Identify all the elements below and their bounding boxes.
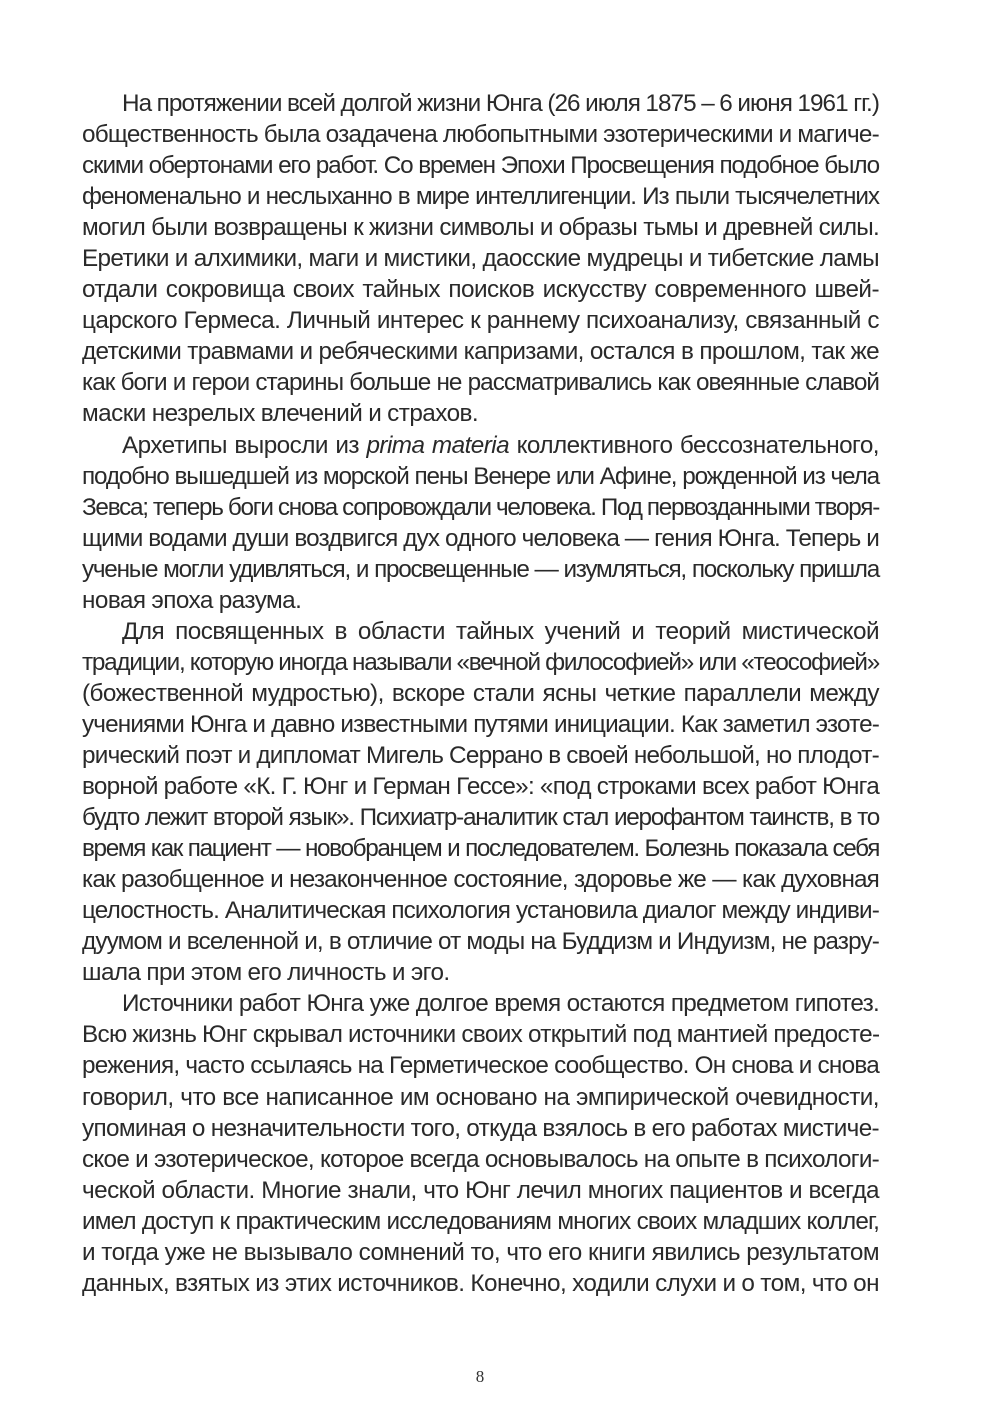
text-line: скими обертонами его работ. Со времен Эпохи Просвещения подобное было bbox=[82, 152, 879, 180]
text-line: ученые могли удивляться, и просвещенные — изумляться, поскольку пришла bbox=[82, 555, 879, 583]
text-line: царского Гермеса. Личный интерес к раннему психоанализу, связанный с bbox=[82, 307, 879, 335]
text-line: шала при этом его личность и эго. bbox=[82, 959, 450, 987]
paragraph bbox=[82, 616, 879, 989]
text-line: и тогда уже не вызывало сомнений то, что его книги явились результатом bbox=[82, 1238, 879, 1266]
text-span: коллективного бессознательного, bbox=[509, 431, 879, 459]
text-line: рический поэт и дипломат Мигель Серрано в своей небольшой, но плодот- bbox=[82, 741, 879, 769]
text-line: Для посвященных в области тайных учений и теорий мистической bbox=[122, 617, 879, 645]
text-line: щими водами души воздвигся дух одного человека — гения Юнга. Теперь и bbox=[82, 524, 879, 552]
text-line: традиции, которую иногда называли «вечной философией» или «теософией» bbox=[82, 648, 879, 676]
text-line: новая эпоха разума. bbox=[82, 586, 302, 614]
text-line: Зевса; теперь боги снова сопровождали человека. Под первозданными творя- bbox=[82, 493, 880, 521]
text-line: режения, часто ссылаясь на Герметическое сообщество. Он снова и снова bbox=[82, 1052, 879, 1080]
text-line: общественность была озадачена любопытными эзотерическими и магиче- bbox=[82, 121, 879, 149]
text-line: На протяжении всей долгой жизни Юнга (26 июля 1875 – 6 июня 1961 гг.) bbox=[122, 90, 879, 117]
text-line: время как пациент — новобранцем и последователем. Болезнь показала себя bbox=[82, 835, 879, 863]
text-line: как разобщенное и незаконченное состояние, здоровье же — как духовная bbox=[82, 866, 879, 894]
text-line: ворной работе «К. Г. Юнг и Герман Гессе»: «под строками всех работ Юнга bbox=[82, 773, 879, 801]
text-line bbox=[82, 430, 879, 461]
paragraph bbox=[82, 430, 879, 616]
text-line: говорил, что все написанное им основано на эмпирической очевидности, bbox=[82, 1083, 879, 1111]
text-line: Всю жизнь Юнг скрывал источники своих открытий под мантией предосте- bbox=[82, 1021, 880, 1049]
italic-term: prima materia bbox=[366, 431, 510, 459]
text-line: дуумом и вселенной и, в отличие от моды на Буддизм и Индуизм, не разру- bbox=[82, 928, 879, 956]
text-line: ческой области. Многие знали, что Юнг лечил многих пациентов и всегда bbox=[82, 1176, 879, 1204]
text-line: маски незрелых влечений и страхов. bbox=[82, 400, 479, 428]
text-line: Источники работ Юнга уже долгое время остаются предметом гипотез. bbox=[122, 990, 879, 1018]
text-line: могил были возвращены к жизни символы и образы тьмы и древней силы. bbox=[82, 214, 879, 242]
text-line: учениями Юнга и давно известными путями инициации. Как заметил эзоте- bbox=[82, 710, 879, 738]
text-line: феноменально и неслыханно в мире интеллигенции. Из пыли тысячелетних bbox=[82, 183, 879, 211]
text-line: имел доступ к практическим исследованиям многих своих младших коллег, bbox=[82, 1207, 879, 1235]
text-span: Архетипы выросли из bbox=[122, 431, 367, 459]
text-line: детскими травмами и ребяческими капризами, остался в прошлом, так же bbox=[82, 338, 879, 366]
text-line: отдали сокровища своих тайных поисков искусству современного швей- bbox=[82, 276, 879, 304]
text-line: как боги и герои старины больше не рассматривались как овеянные славой bbox=[82, 369, 879, 397]
page-number: 8 bbox=[475, 1367, 485, 1386]
text-line: будто лежит второй язык». Психиатр-аналитик стал иерофантом таинств, в то bbox=[82, 804, 879, 832]
paragraph bbox=[82, 88, 879, 430]
paragraph bbox=[82, 988, 879, 1298]
text-line: (божественной мудростью), вскоре стали ясны четкие параллели между bbox=[82, 679, 879, 707]
text-line: целостность. Аналитическая психология установила диалог между индиви- bbox=[82, 897, 879, 925]
text-line: данных, взятых из этих источников. Конечно, ходили слухи и о том, что он bbox=[82, 1269, 879, 1297]
text-line: Еретики и алхимики, маги и мистики, даосские мудрецы и тибетские ламы bbox=[82, 245, 879, 273]
text-line: ское и эзотерическое, которое всегда основывалось на опыте в психологи- bbox=[82, 1145, 879, 1173]
page-body bbox=[82, 88, 879, 1299]
text-line: упоминая о незначительности того, откуда взялось в его работах мистиче- bbox=[82, 1114, 879, 1142]
text-line: подобно вышедшей из морской пены Венере или Афине, рожденной из чела bbox=[82, 462, 879, 490]
